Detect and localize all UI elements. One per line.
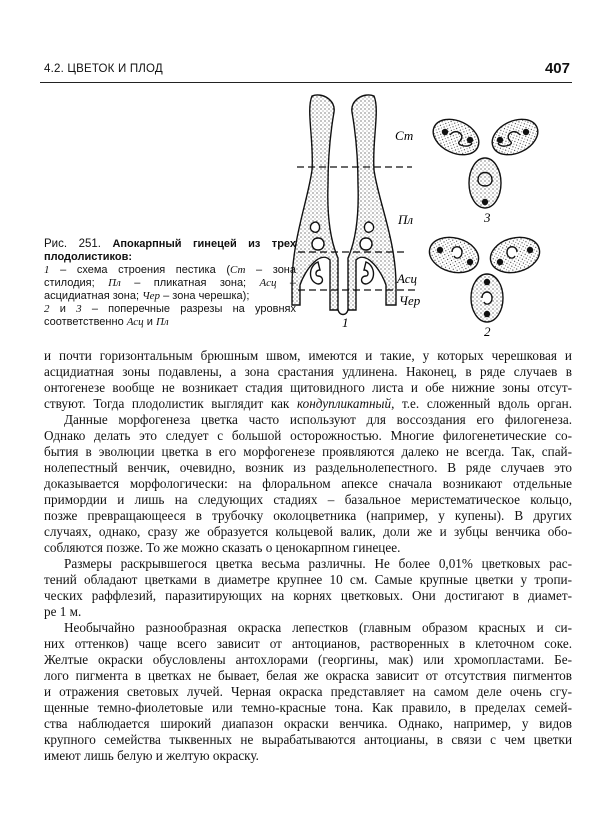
caption-ref: Асц <box>259 277 277 289</box>
caption-title: Апокарпный гинецей из трех плодолистиков: <box>44 238 296 263</box>
label-3: 3 <box>484 210 491 225</box>
caption-text: – зона черешка); <box>160 290 250 302</box>
label-1: 1 <box>342 315 349 330</box>
text-line: онтогенезе вообще не возникает стадия щитовидного листа и обе нижние зоны отсут- <box>44 380 572 395</box>
caption-ref: Пл <box>108 277 121 289</box>
text-line <box>44 396 572 412</box>
term-konduplikatny: кондупликатный <box>296 396 392 411</box>
text-line: тений обладают цветками в диаметре крупнее 10 см. Самые крупные цветки у тропи- <box>44 572 572 587</box>
text-line: асцидиатная зоны подавлены, а зона срастания удлинена. Наконец, в ряде случаев в <box>44 364 572 379</box>
text-line: них оттенков) чаще всего зависит от антоцианов, растворенных в клеточном соке. <box>44 636 572 651</box>
caption-text: – схема строения пестика ( <box>49 264 230 276</box>
label-cher: Чер <box>399 293 421 308</box>
label-2: 2 <box>484 324 491 339</box>
label-asc: Асц <box>397 271 418 286</box>
text-line: ства наблюдается широкий диапазон окраски венчика. Однако, например, у видов <box>44 716 572 731</box>
caption-ref: 3 <box>76 303 82 315</box>
caption-ref: 1 <box>44 264 50 276</box>
text-line: Желтые окраски обусловлены антохлорами (георгины, мак) или хромопластами. Бе- <box>44 652 572 667</box>
caption-text: – поперечные разрезы на уровнях соответственно <box>44 303 296 328</box>
page-number: 407 <box>544 60 570 77</box>
caption-number: Рис. 251. <box>44 238 101 250</box>
caption-ref: Пл <box>155 316 169 328</box>
text-line: лого пигмента в цветках не бывает, белая же окраска зависит от отсутствия пигментов <box>44 668 572 683</box>
label-pl: Пл <box>398 212 414 227</box>
caption-ref: Чер <box>142 290 161 302</box>
text-line: имеют лишь белую и желтую окраску. <box>44 748 259 763</box>
text-line: щенные темно-фиолетовые или темно-красные тона. Как правило, в пределах семей- <box>44 700 572 715</box>
text-line: бытия в эволюции цветка в его морфогенезе проявляются далеко не всегда. Так, спай- <box>44 444 572 459</box>
running-header-section: 4.2. ЦВЕТОК И ПЛОД <box>44 63 163 75</box>
text-line: Размеры раскрывшегося цветка весьма различны. Не более 0,01% цветковых рас- <box>64 556 572 571</box>
figure-caption <box>44 238 296 329</box>
text-line: и отражения световых лучей. Черная окраска представляет на самом деле очень сгу- <box>44 684 572 699</box>
text-line: собляются позже. То же можно сказать о ценокарпном гинецее. <box>44 540 401 555</box>
caption-ref: 2 <box>44 303 50 315</box>
body-text <box>44 348 572 764</box>
text-line: Необычайно разнообразная окраска лепестков (главным образом красных и си- <box>64 620 572 635</box>
text-line: Однако делать это следует с большой осторожностью. Многие филогенетические со- <box>44 428 572 443</box>
caption-text: и <box>143 316 156 328</box>
cross-section-2 <box>425 232 543 322</box>
text-line: Данные морфогенеза цветка часто используют для воссоздания его филогенеза. <box>64 412 572 427</box>
pistil-longitudinal-scheme <box>292 95 396 315</box>
text-line: позже превращающееся в трубочку околоцветника (например, у купены). В других <box>44 508 572 523</box>
caption-text: – зона стилодия; <box>44 264 297 289</box>
caption-ref: Асц <box>126 316 144 328</box>
cross-section-3 <box>427 112 543 208</box>
text-fragment: ствуют. Тогда плодолистик выглядит как <box>44 396 297 411</box>
caption-ref: Ст <box>230 264 246 276</box>
text-fragment: , т.е. сложенный вдоль орган. <box>391 396 572 411</box>
label-st: Ст <box>395 128 414 143</box>
text-line: и почти горизонтальным брюшным швом, имеются и такие, у которых черешковая и <box>44 348 572 363</box>
caption-text: – пликатная зона; <box>120 277 260 289</box>
text-line: случаях, однако, сразу же образуется кольцевой валик, доли же и зубцы венчика обо- <box>44 524 572 539</box>
text-line: нолепестный венчик, очевидно, возник из раздельнолепестного. В ряде случаев это <box>44 460 572 475</box>
caption-text: – асцидиатная зона; <box>44 277 296 302</box>
caption-text: и <box>49 303 77 315</box>
text-line: крупного семейства тыквенных не вырабатываются антоцианы, в связи с чем цветки <box>44 732 572 747</box>
text-line: доказывается морфологически: на флоральном апексе сначала возникают отдельные <box>44 476 572 491</box>
text-line: ческих раффлезий, паразитирующих на корнях цветковых. Они достигают в диамет- <box>44 588 572 603</box>
text-line: ре 1 м. <box>44 604 82 619</box>
text-line: примордии и лишь на следующих стадиях – базальное меристематическое кольцо, <box>44 492 572 507</box>
